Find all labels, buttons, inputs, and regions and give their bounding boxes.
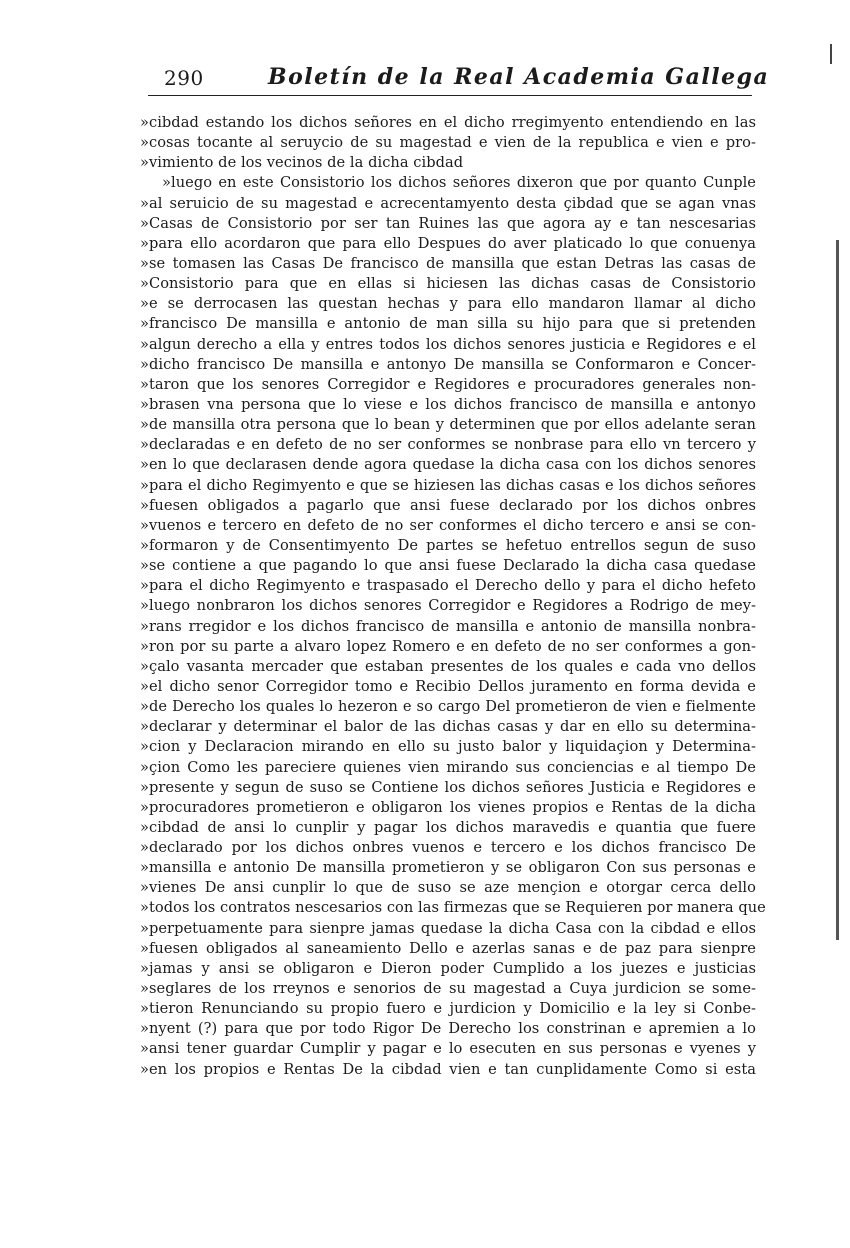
text-line: »para el dicho Regimyento e traspasado el Derecho dello y para el dicho hefeto <box>140 577 756 595</box>
text-line: »vienes De ansi cunplir lo que de suso se aze mençion e otorgar cerca dello <box>140 879 756 897</box>
text-line: »nyent (?) para que por todo Rigor De Derecho los constrinan e apremien a lo <box>140 1020 756 1038</box>
text-line: »presente y segun de suso se Contiene los dichos señores Justicia e Regidores e <box>140 778 756 796</box>
text-line: »algun derecho a ella y entres todos los dichos senores justicia e Regidores e el <box>140 335 756 353</box>
text-line: »Consistorio para que en ellas si hiciesen las dichas casas de Consistorio <box>140 275 756 293</box>
text-line: »Casas de Consistorio por ser tan Ruines las que agora ay e tan nescesarias <box>140 214 756 232</box>
text-line: »çion Como les pareciere quienes vien mirando sus conciencias e al tiempo De <box>140 758 756 776</box>
text-line: »se contiene a que pagando lo que ansi fuese Declarado la dicha casa quedase <box>140 557 756 575</box>
header-rule <box>148 95 752 96</box>
text-line: »procuradores prometieron e obligaron los vienes propios e Rentas de la dicha <box>140 798 756 816</box>
margin-bar <box>836 240 839 940</box>
margin-mark <box>830 44 832 64</box>
text-line: »tieron Renunciando su propio fuero e jurdicion y Domicilio e la ley si Conbe- <box>140 1000 756 1018</box>
text-line: »todos los contratos nescesarios con las firmezas que se Requieren por manera que <box>140 899 766 917</box>
text-line: »cibdad de ansi lo cunplir y pagar los dichos maravedis e quantia que fuere <box>140 818 756 836</box>
text-line: »francisco De mansilla e antonio de man silla su hijo para que si pretenden <box>140 315 756 333</box>
text-line: »para ello acordaron que para ello Despues do aver platicado lo que conuenya <box>140 234 756 252</box>
text-line: »taron que los senores Corregidor e Regidores e procuradores generales non- <box>140 375 756 393</box>
page-header <box>158 62 770 94</box>
text-line: »perpetuamente para sienpre jamas quedase la dicha Casa con la cibdad e ellos <box>140 919 756 937</box>
text-line: »en lo que declarasen dende agora quedase la dicha casa con los dichos senores <box>140 456 756 474</box>
text-line: »para el dicho Regimyento e que se hiziesen las dichas casas e los dichos señores <box>140 476 756 494</box>
text-line: »al seruicio de su magestad e acrecentamyento desta çibdad que se agan vnas <box>140 194 756 212</box>
text-line: »de Derecho los quales lo hezeron e so cargo Del prometieron de vien e fielmente <box>140 698 756 716</box>
text-line: »rans rregidor e los dichos francisco de mansilla e antonio de mansilla nonbra- <box>140 617 756 635</box>
text-line: »de mansilla otra persona que lo bean y determinen que por ellos adelante seran <box>140 416 756 434</box>
text-line: »mansilla e antonio De mansilla prometieron y se obligaron Con sus personas e <box>140 859 756 877</box>
text-line: »vimiento de los vecinos de la dicha cibdad <box>140 154 464 172</box>
text-line: »el dicho senor Corregidor tomo e Recibio Dellos juramento en forma devida e <box>140 677 756 695</box>
text-line: »en los propios e Rentas De la cibdad vien e tan cunplidamente Como si esta <box>140 1060 756 1078</box>
text-line: »seglares de los rreynos e senorios de su magestad a Cuya jurdicion se some- <box>140 980 756 998</box>
text-line: »se tomasen las Casas De francisco de mansilla que estan Detras las casas de <box>140 254 756 272</box>
text-line: »fuesen obligados a pagarlo que ansi fuese declarado por los dichos onbres <box>140 496 756 514</box>
text-line: »declaradas e en defeto de no ser conformes se nonbrase para ello vn tercero y <box>140 436 756 454</box>
text-line: »declarar y determinar el balor de las dichas casas y dar en ello su determina- <box>140 718 756 736</box>
text-line: »dicho francisco De mansilla e antonyo De mansilla se Conformaron e Concer- <box>140 355 756 373</box>
text-line: »vuenos e tercero en defeto de no ser conformes el dicho tercero e ansi se con- <box>140 516 756 534</box>
running-title: Boletín de la Real Academia Gallega <box>268 64 770 90</box>
text-line: »declarado por los dichos onbres vuenos e tercero e los dichos francisco De <box>140 839 756 857</box>
text-line: »fuesen obligados al saneamiento Dello e azerlas sanas e de paz para sienpre <box>140 939 756 957</box>
text-line: »çalo vasanta mercader que estaban presentes de los quales e cada vno dellos <box>140 657 756 675</box>
body-text <box>140 113 766 1080</box>
text-line: »jamas y ansi se obligaron e Dieron poder Cumplido a los juezes e justicias <box>140 959 756 977</box>
text-line: »luego en este Consistorio los dichos señores dixeron que por quanto Cunple <box>162 174 756 192</box>
text-line: »brasen vna persona que lo viese e los dichos francisco de mansilla e antonyo <box>140 395 756 413</box>
text-line: »ansi tener guardar Cumplir y pagar e lo esecuten en sus personas e vyenes y <box>140 1040 756 1058</box>
text-line: »cibdad estando los dichos señores en el dicho rregimyento entendiendo en las <box>140 114 756 131</box>
text-line: »luego nonbraron los dichos senores Corregidor e Regidores a Rodrigo de mey- <box>140 597 756 615</box>
text-line: »e se derrocasen las questan hechas y para ello mandaron llamar al dicho <box>140 295 756 313</box>
page-number: 290 <box>164 66 204 90</box>
text-line: »formaron y de Consentimyento De partes se hefetuo entrellos segun de suso <box>140 536 756 554</box>
text-line: »cosas tocante al seruycio de su magestad e vien de la republica e vien e pro- <box>140 134 756 152</box>
text-line: »cion y Declaracion mirando en ello su justo balor y liquidaçion y Determina- <box>140 738 756 756</box>
text-line: »ron por su parte a alvaro lopez Romero e en defeto de no ser conformes a gon- <box>140 637 756 655</box>
